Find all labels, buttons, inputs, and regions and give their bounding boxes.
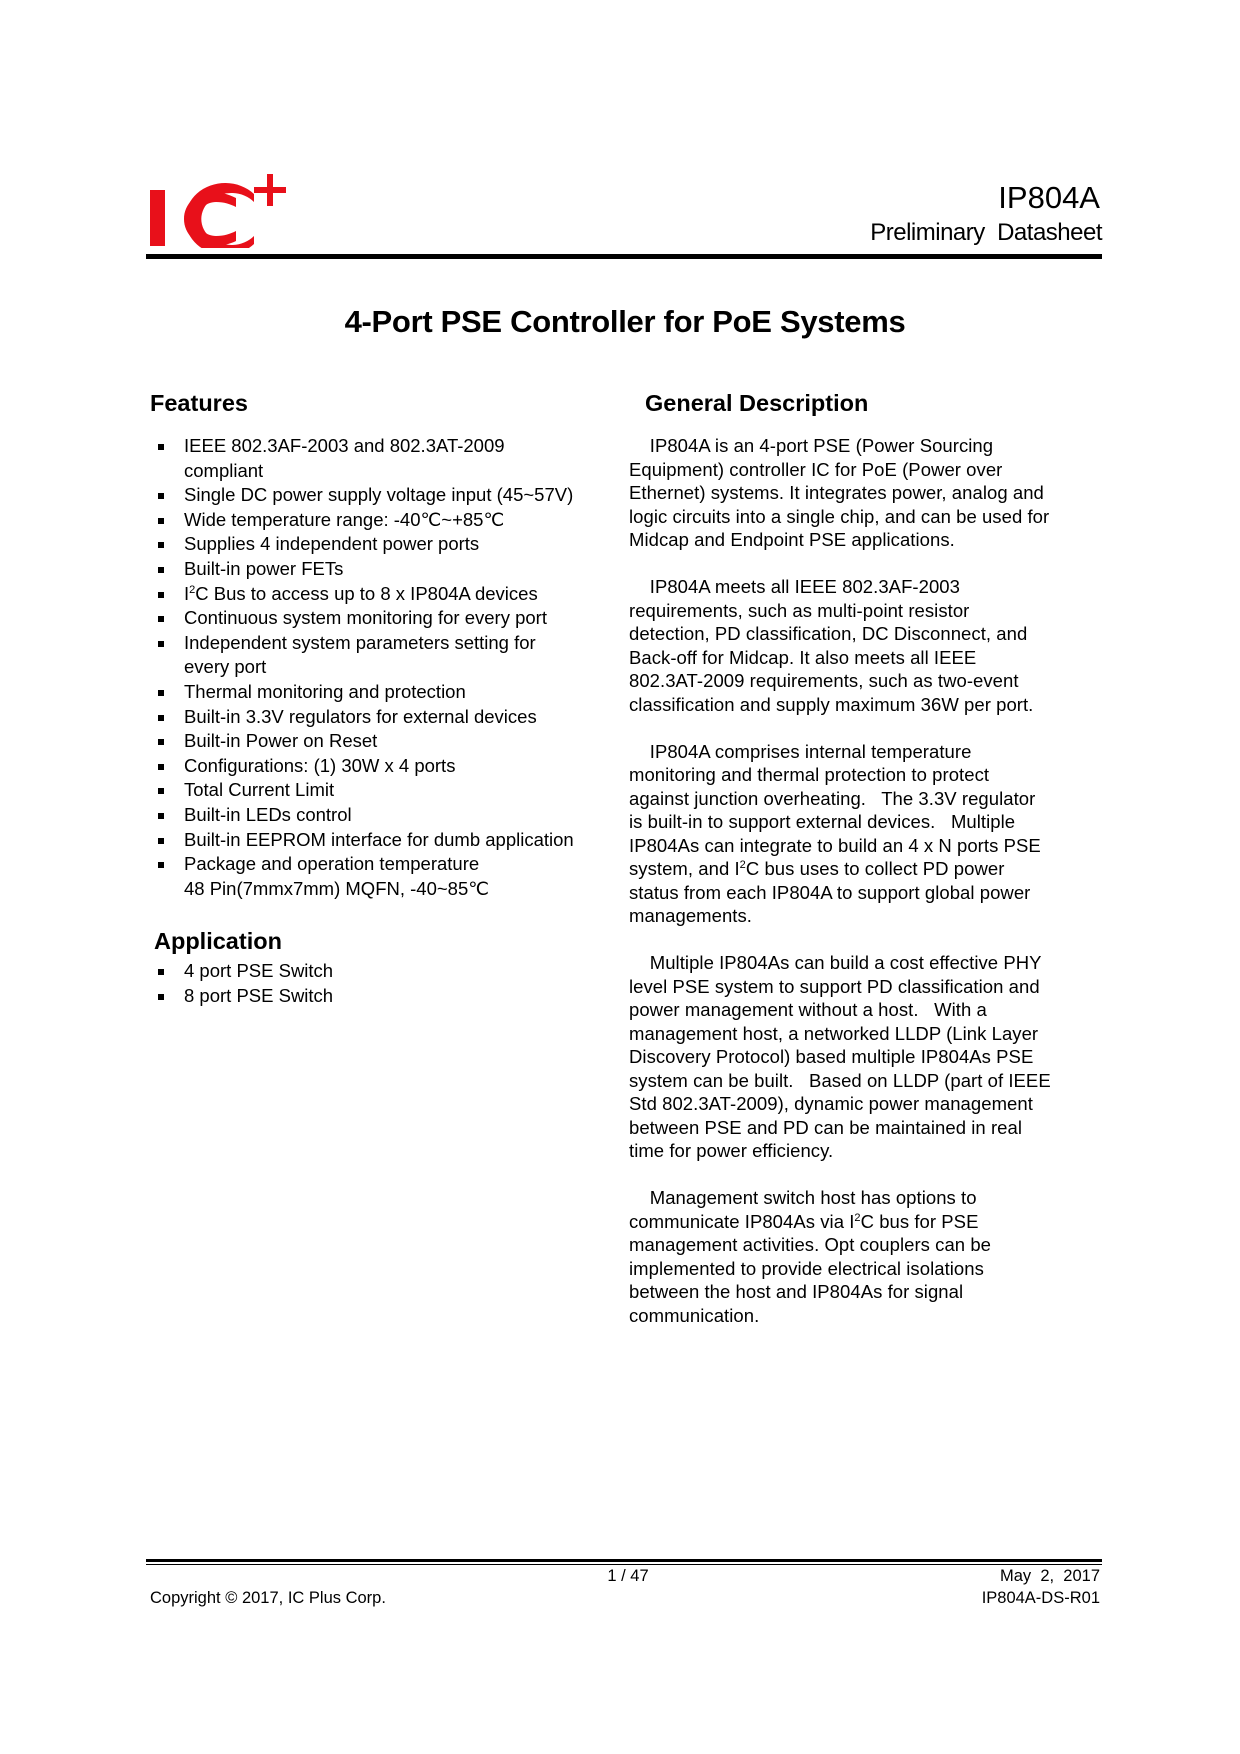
product-code: IP804A [998,180,1100,215]
text-line: managements. [629,905,752,926]
description-paragraph [629,951,1051,1163]
text-line: Thermal monitoring and protection [184,680,466,702]
text-line: Supplies 4 independent power ports [184,533,480,555]
text-line: Std 802.3AT-2009), dynamic power management [629,1093,1033,1114]
text-line: 802.3AT-2009 requirements, such as two-event [629,670,1019,691]
paragraph-line [629,1233,1051,1257]
text-segment: C Bus to access up to 8 x IP804A devices [195,582,538,604]
text-line: Built-in EEPROM interface for dumb application [184,828,574,850]
footer-copyright: Copyright © 2017, IC Plus Corp. [150,1589,386,1607]
paragraph-line [629,740,1051,764]
footer-date: May 2, 2017 [1000,1567,1100,1585]
text-line: Multiple IP804As can build a cost effective PHY [629,952,1042,973]
bullet-icon [158,813,164,819]
text-line: is built-in to support external devices. Multiple [629,811,1016,832]
paragraph-line [629,1304,1051,1328]
paragraph-line [629,481,1051,505]
list-item [158,606,574,631]
text-line: implemented to provide electrical isolations [629,1257,984,1279]
text-line: 8 port PSE Switch [184,984,334,1006]
text-line: IEEE 802.3AF-2003 and 802.3AT-2009 [184,435,505,456]
description-paragraph [629,1186,1051,1327]
text-line: classification and supply maximum 36W per port. [629,693,1034,715]
description-paragraph [629,575,1051,716]
bullet-icon [158,518,164,524]
text-line: management activities. Opt couplers can be [629,1234,992,1255]
header-rule [146,254,1102,259]
paragraph-line [629,599,1051,623]
list-item [158,483,574,508]
text-segment: C bus for PSE [860,1210,979,1232]
text-line: status from each IP804A to support global power [629,881,1031,903]
text-line: compliant [184,459,264,481]
text-segment: system, and I [629,858,740,879]
paragraph-line [629,975,1051,999]
superscript: 2 [854,1211,861,1224]
paragraph-line [629,904,1051,928]
page-number: 1 / 47 [607,1567,649,1585]
list-item [158,557,574,582]
list-item [158,729,574,754]
text-line: Back-off for Midcap. It also meets all IEEE [629,646,977,668]
paragraph-line [629,834,1051,858]
text-line: Equipment) controller IC for PoE (Power over [629,458,1003,480]
text-line: Built-in LEDs control [184,803,352,825]
list-item [158,582,574,607]
list-item [158,434,574,483]
description-paragraph [629,434,1051,552]
text-line: monitoring and thermal protection to protect [629,764,990,785]
list-item [158,778,574,803]
text-segment: I [184,582,190,604]
list-item [158,631,574,680]
list-item [158,828,574,853]
paragraph-line [629,1045,1051,1069]
paragraph-gap [629,1163,1051,1187]
bullet-icon [158,862,164,868]
text-line: Midcap and Endpoint PSE applications. [629,529,955,550]
bullet-icon [158,616,164,622]
paragraph-line [629,881,1051,905]
text-line: Ethernet) systems. It integrates power, analog and [629,482,1044,503]
paragraph-line [629,810,1051,834]
text-line: IP804A meets all IEEE 802.3AF-2003 [629,576,960,597]
list-item [158,680,574,705]
bullet-icon [158,788,164,794]
text-line: Independent system parameters setting for [184,631,536,653]
text-line: 4 port PSE Switch [184,960,334,981]
text-line: Built-in power FETs [184,557,344,579]
list-item [158,803,574,828]
text-line: system can be built. Based on LLDP (part of IEEE [629,1069,1051,1091]
footer-rule-thick [146,1559,1102,1562]
text-line: Package and operation temperature [184,853,480,875]
list-item [158,959,333,984]
doc-type: Preliminary Datasheet [870,219,1102,246]
text-line: between the host and IP804As for signal [629,1281,964,1302]
paragraph-line [629,434,1051,458]
text-line: Management switch host has options to [629,1187,977,1208]
footer-doc-id: IP804A-DS-R01 [981,1589,1100,1607]
paragraph-line [629,787,1051,811]
bullet-icon [158,764,164,770]
text-line: IP804As can integrate to build an 4 x N ports PSE [629,834,1041,856]
bullet-icon [158,994,164,1000]
text-segment: communicate IP804As via I [629,1210,855,1232]
text-line: logic circuits into a single chip, and can be used for [629,505,1050,527]
bullet-icon [158,739,164,745]
paragraph-line [629,1280,1051,1304]
list-item [158,852,574,901]
text-line: Continuous system monitoring for every port [184,607,547,629]
paragraph-line [629,1116,1051,1140]
description-paragraph [629,740,1051,928]
bullet-icon [158,838,164,844]
paragraph-line [629,1092,1051,1116]
bullet-icon [158,493,164,499]
text-line: requirements, such as multi-point resistor [629,599,970,621]
footer-rule-thin [146,1564,1102,1565]
bullet-icon [158,444,164,450]
application-heading: Application [154,928,282,954]
paragraph-line [629,505,1051,529]
text-line: power management without a host. With a [629,999,987,1020]
bullet-icon [158,641,164,647]
text-line: against junction overheating. The 3.3V regulator [629,787,1036,809]
paragraph-line [629,575,1051,599]
paragraph-line [629,951,1051,975]
bullet-icon [158,542,164,548]
paragraph-gap [629,552,1051,576]
text-line: Wide temperature range: -40℃~+85℃ [184,508,505,530]
bullet-icon [158,715,164,721]
text-line: management host, a networked LLDP (Link Layer [629,1022,1039,1044]
paragraph-line [629,1257,1051,1281]
paragraph-gap [629,716,1051,740]
paragraph-gap [629,928,1051,952]
text-line: Total Current Limit [184,779,335,801]
paragraph-line [629,998,1051,1022]
paragraph-line [629,693,1051,717]
text-line: communication. [629,1304,760,1326]
list-item [158,984,333,1009]
text-line: IP804A comprises internal temperature [629,740,972,762]
text-line: 48 Pin(7mmx7mm) MQFN, -40~85℃ [184,877,490,899]
paragraph-line [629,622,1051,646]
list-item [158,508,574,533]
general-description-heading: General Description [645,390,869,416]
ic-plus-logo [148,174,320,248]
page-title: 4-Port PSE Controller for PoE Systems [344,304,906,339]
text-line: between PSE and PD can be maintained in real [629,1116,1023,1138]
paragraph-line [629,1069,1051,1093]
text-line: detection, PD classification, DC Disconnect, and [629,623,1028,644]
paragraph-line [629,669,1051,693]
list-item [158,705,574,730]
text-line: Configurations: (1) 30W x 4 ports [184,754,456,776]
features-heading: Features [150,390,248,416]
text-segment: C bus uses to collect PD power [745,858,1005,879]
paragraph-line [629,646,1051,670]
text-line: Built-in 3.3V regulators for external devices [184,705,537,727]
text-line: every port [184,656,267,678]
paragraph-line [629,1139,1051,1163]
text-line: level PSE system to support PD classification and [629,975,1040,997]
paragraph-line [629,458,1051,482]
list-item [158,532,574,557]
text-line: IP804A is an 4-port PSE (Power Sourcing [629,435,994,456]
bullet-icon [158,690,164,696]
text-line: time for power efficiency. [629,1140,834,1161]
text-line: Single DC power supply voltage input (45~57V) [184,484,574,506]
features-list [158,434,574,901]
list-item [158,754,574,779]
paragraph-line [629,528,1051,552]
paragraph-line [629,763,1051,787]
bullet-icon [158,567,164,573]
bullet-icon [158,969,164,975]
paragraph-line [629,857,1051,881]
bullet-icon [158,592,164,598]
paragraph-line [629,1022,1051,1046]
paragraph-line [629,1210,1051,1234]
text-line: Discovery Protocol) based multiple IP804As PSE [629,1046,1034,1067]
general-description-body [629,434,1051,1327]
superscript: 2 [189,583,196,596]
superscript: 2 [739,859,746,871]
text-line: Built-in Power on Reset [184,730,378,752]
application-list [158,959,333,1008]
paragraph-line [629,1186,1051,1210]
